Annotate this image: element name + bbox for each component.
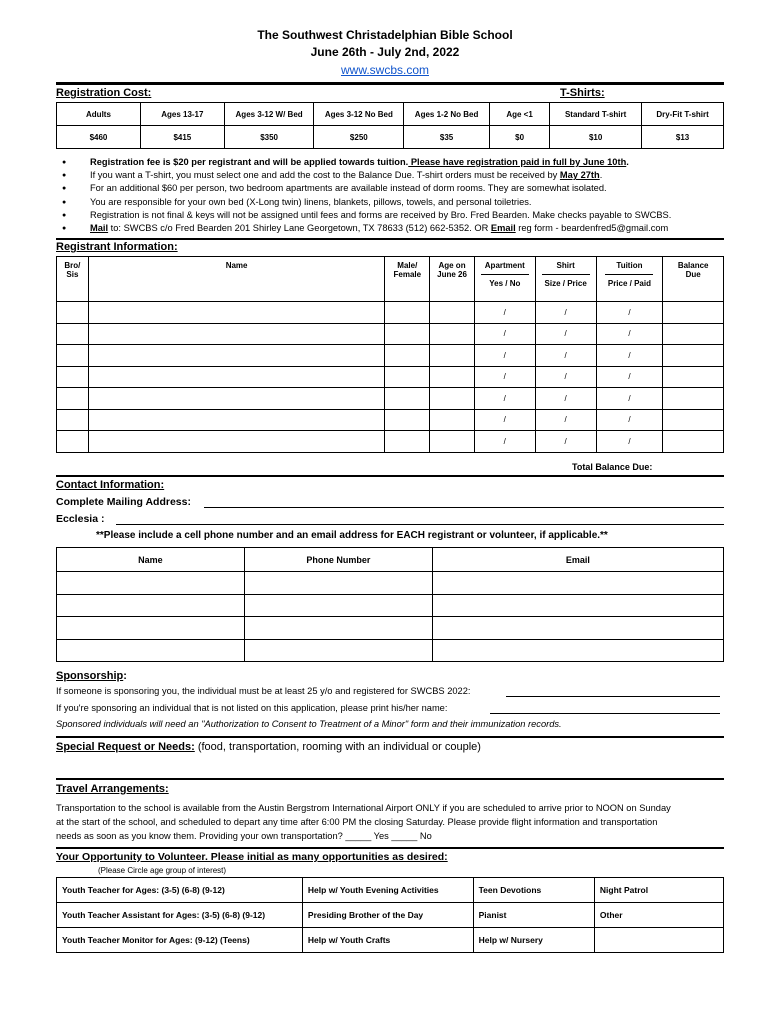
travel-line1: Transportation to the school is available from the Austin Bergstrom International Airport ONLY if you are scheduled to arrive prior to NOON on Sunday [56,803,671,813]
sponsorship-line3: Sponsored individuals will need an "Authorization to Consent to Treatment of a Minor" form and their immunization records. [56,719,562,729]
col-tuition: Tuition Price / Paid [596,257,663,302]
note-item: ● You are responsible for your own bed (X-Long twin) linens, blankets, pillows, towels, and personal toiletries. [56,196,736,209]
event-dates: June 26th - July 2nd, 2022 [310,45,460,59]
contact-row[interactable] [57,617,724,640]
special-request-field[interactable] [56,756,724,778]
registrant-heading: Registrant Information: [56,241,178,253]
volunteer-option[interactable]: Other [594,903,723,928]
col-balance: Balance Due [663,257,724,302]
volunteer-heading: Your Opportunity to Volunteer. Please initial as many opportunities as desired: [56,851,448,863]
registration-cost-table [56,102,724,149]
price-1-2: $35 [404,126,490,149]
sponsorship-line1: If someone is sponsoring you, the individual must be at least 25 y/o and registered for SWCBS 2022: [56,686,471,696]
price-3-12-bed: $350 [224,126,314,149]
volunteer-option[interactable]: Teen Devotions [473,878,594,903]
price-standard-tshirt: $10 [550,126,642,149]
special-request: Special Request or Needs: (food, transportation, rooming with an individual or couple) [56,741,481,753]
note-item: ● For an additional $60 per person, two bedroom apartments are available instead of dorm rooms. They are somewhat isolated. [56,182,736,195]
volunteer-option[interactable]: Help w/ Youth Crafts [302,928,473,953]
volunteer-option[interactable]: Youth Teacher Monitor for Ages: (9-12) (Teens) [57,928,303,953]
contact-row[interactable] [57,572,724,595]
registrant-row[interactable]: / / / [57,302,724,324]
note-item: ● Mail to: SWCBS c/o Fred Bearden 201 Shirley Lane Georgetown, TX 78633 (512) 662-5352. OR Email reg form - beardenfred5@gmail.com [56,222,736,235]
col-name: Name [88,257,385,302]
contact-header-row [57,548,724,572]
col-age: Age on June 26 [430,257,475,302]
cost-header-row [57,103,724,126]
col-shirt: Shirt Size / Price [535,257,596,302]
divider [56,82,724,85]
registrant-table [56,256,724,453]
mailing-address-field[interactable] [204,507,724,508]
volunteer-row [57,878,724,903]
volunteer-table [56,877,724,953]
col-male-female: Male/ Female [385,257,430,302]
divider [56,847,724,849]
travel-line3: needs as soon as you know them. Providing your own transportation? _____ Yes _____ No [56,831,432,841]
sponsored-name-field[interactable] [490,713,720,714]
contact-table [56,547,724,662]
note-item: ● Registration fee is $20 per registrant and will be applied towards tuition. Please have registration paid in full by June 10th. [56,156,736,169]
contact-col-phone: Phone Number [244,548,432,572]
volunteer-option[interactable]: Help w/ Youth Evening Activities [302,878,473,903]
col-bro-sis: Bro/ Sis [57,257,89,302]
registrant-row[interactable]: / / / [57,323,724,345]
price-13-17: $415 [140,126,224,149]
tshirts-heading: T-Shirts: [560,87,605,99]
cost-col-3-12-bed: Ages 3-12 W/ Bed [224,103,314,126]
form-title: The Southwest Christadelphian Bible School [257,28,513,42]
volunteer-option[interactable]: Help w/ Nursery [473,928,594,953]
divider [56,778,724,780]
cost-col-standard-tshirt: Standard T-shirt [550,103,642,126]
contact-col-email: Email [432,548,723,572]
total-balance-label: Total Balance Due: [572,462,653,472]
volunteer-row [57,928,724,953]
travel-heading: Travel Arrangements: [56,783,169,795]
cost-col-adults: Adults [57,103,141,126]
cost-price-row [57,126,724,149]
volunteer-row [57,903,724,928]
divider [56,475,724,477]
price-adults: $460 [57,126,141,149]
note-item: ● Registration is not final & keys will not be assigned until fees and forms are received by Bro. Fred Bearden. Make checks payable to SWCBS. [56,209,736,222]
registrant-header-row [57,257,724,302]
divider [56,238,724,240]
volunteer-option[interactable]: Night Patrol [594,878,723,903]
contact-heading: Contact Information: [56,479,165,491]
volunteer-option[interactable]: Presiding Brother of the Day [302,903,473,928]
registrant-row[interactable]: / / / [57,366,724,388]
price-under1: $0 [489,126,549,149]
divider [56,736,724,738]
contact-row[interactable] [57,594,724,617]
ecclesia-label: Ecclesia : [56,513,105,525]
website-link[interactable]: www.swcbs.com [340,63,429,77]
travel-line2: at the start of the school, and scheduled to depart any time after 6:00 PM the closing Saturday. Please provide flight information and transportation [56,817,658,827]
price-dryfit-tshirt: $13 [642,126,724,149]
mailing-address-label: Complete Mailing Address: [56,496,191,508]
volunteer-option[interactable]: Youth Teacher for Ages: (3-5) (6-8) (9-12) [57,878,303,903]
volunteer-sub: (Please Circle age group of interest) [98,866,227,875]
contact-col-name: Name [57,548,245,572]
registrant-row[interactable]: / / / [57,409,724,431]
cost-col-1-2: Ages 1-2 No Bed [404,103,490,126]
registrant-row[interactable]: / / / [57,345,724,367]
volunteer-option[interactable] [594,928,723,953]
registrant-row[interactable]: / / / [57,431,724,453]
registrant-row[interactable]: / / / [57,388,724,410]
contact-row[interactable] [57,639,724,662]
volunteer-option[interactable]: Pianist [473,903,594,928]
sponsorship-heading: Sponsorship: [56,670,127,682]
sponsor-name-field[interactable] [506,696,720,697]
price-3-12-nobed: $250 [314,126,404,149]
ecclesia-field[interactable] [116,524,724,525]
cost-col-3-12-nobed: Ages 3-12 No Bed [314,103,404,126]
notes-list [56,156,736,235]
volunteer-option[interactable]: Youth Teacher Assistant for Ages: (3-5) (6-8) (9-12) [57,903,303,928]
sponsorship-line2: If you're sponsoring an individual that is not listed on this application, please print his/her name: [56,703,448,713]
registration-cost-heading: Registration Cost: [56,87,152,99]
cost-col-under1: Age <1 [489,103,549,126]
cost-col-dryfit-tshirt: Dry-Fit T-shirt [642,103,724,126]
note-item: ● If you want a T-shirt, you must select one and add the cost to the Balance Due. T-shirt orders must be received by May 27th. [56,169,736,182]
col-apartment: Apartment Yes / No [474,257,535,302]
contact-note: **Please include a cell phone number and an email address for EACH registrant or volunteer, if applicable.** [96,530,608,541]
cost-col-13-17: Ages 13-17 [140,103,224,126]
